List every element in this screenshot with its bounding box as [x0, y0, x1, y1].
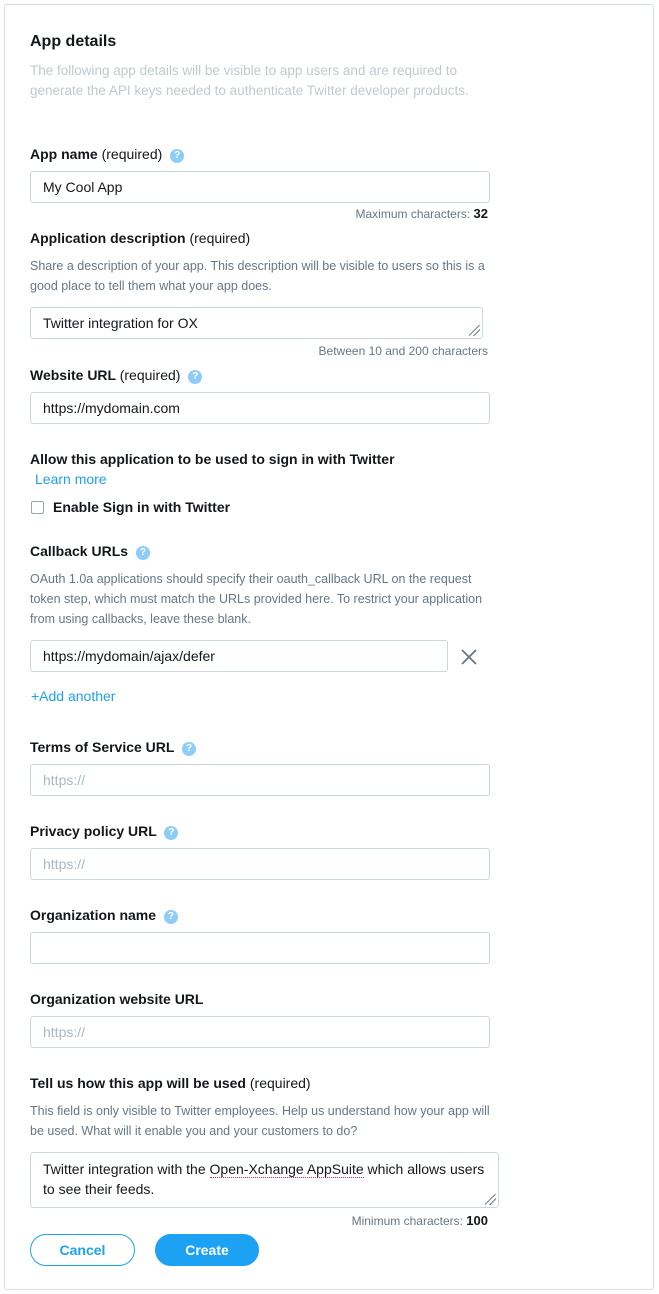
help-icon[interactable]: ? — [164, 826, 178, 840]
description-help-text: Share a description of your app. This description will be visible to users so this is a good place to tell them what your app does. — [30, 259, 485, 293]
usage-char-min: Minimum characters: 100 — [351, 1213, 488, 1228]
signin-label: Allow this application to be used to sign in with Twitter — [30, 451, 395, 467]
create-button[interactable]: Create — [155, 1234, 259, 1266]
org-website-label: Organization website URL — [30, 991, 204, 1007]
app-name-char-limit: Maximum characters: 32 — [355, 206, 488, 221]
website-url-input[interactable]: https://mydomain.com — [30, 392, 490, 424]
help-icon[interactable]: ? — [188, 370, 202, 384]
enable-signin-label[interactable]: Enable Sign in with Twitter — [53, 499, 231, 515]
add-another-link[interactable]: +Add another — [31, 688, 116, 704]
callback-url-input[interactable]: https://mydomain/ajax/defer — [30, 640, 448, 672]
help-icon[interactable]: ? — [182, 742, 196, 756]
help-icon[interactable]: ? — [164, 910, 178, 924]
description-label: Application description (required) — [30, 230, 251, 246]
app-name-label: App name (required) ? — [30, 146, 184, 163]
org-website-input[interactable]: https:// — [30, 1016, 490, 1048]
description-char-range: Between 10 and 200 characters — [318, 344, 488, 358]
help-icon[interactable]: ? — [136, 546, 150, 560]
cancel-button[interactable]: Cancel — [30, 1234, 135, 1266]
intro-text: The following app details will be visible to app users and are required to generate the API keys needed to authenticate Twitter developer products. — [30, 63, 469, 98]
page-title: App details — [30, 33, 117, 50]
tos-url-label: Terms of Service URL ? — [30, 739, 196, 756]
app-details-card — [4, 4, 654, 1290]
resize-handle-icon[interactable] — [469, 325, 480, 336]
privacy-url-label: Privacy policy URL ? — [30, 823, 178, 840]
remove-callback-icon[interactable] — [460, 648, 478, 666]
org-name-label: Organization name ? — [30, 907, 178, 924]
org-name-input[interactable] — [30, 932, 490, 964]
resize-handle-icon[interactable] — [485, 1194, 496, 1205]
website-url-label: Website URL (required) ? — [30, 367, 202, 384]
description-textarea[interactable]: Twitter integration for OX — [30, 307, 483, 339]
callback-urls-label: Callback URLs ? — [30, 543, 150, 560]
usage-textarea[interactable]: Twitter integration with the Open-Xchange AppSuite which allows users to see their feeds. — [30, 1152, 499, 1208]
tos-url-input[interactable]: https:// — [30, 764, 490, 796]
usage-label: Tell us how this app will be used (required) — [30, 1075, 311, 1091]
usage-help-text: This field is only visible to Twitter employees. Help us understand how your app will be used. What will it enable you and your customers to do? — [30, 1104, 490, 1138]
misspelled-word: Open-Xchange AppSuite — [209, 1161, 364, 1177]
callback-help-text: OAuth 1.0a applications should specify their oauth_callback URL on the request token step, which must match the URLs provided here. To restrict your application from using callbacks, leave these blank. — [30, 572, 483, 626]
app-name-input[interactable]: My Cool App — [30, 171, 490, 203]
privacy-url-input[interactable]: https:// — [30, 848, 490, 880]
help-icon[interactable]: ? — [170, 149, 184, 163]
learn-more-link[interactable]: Learn more — [35, 471, 107, 487]
enable-signin-checkbox[interactable] — [31, 501, 44, 514]
